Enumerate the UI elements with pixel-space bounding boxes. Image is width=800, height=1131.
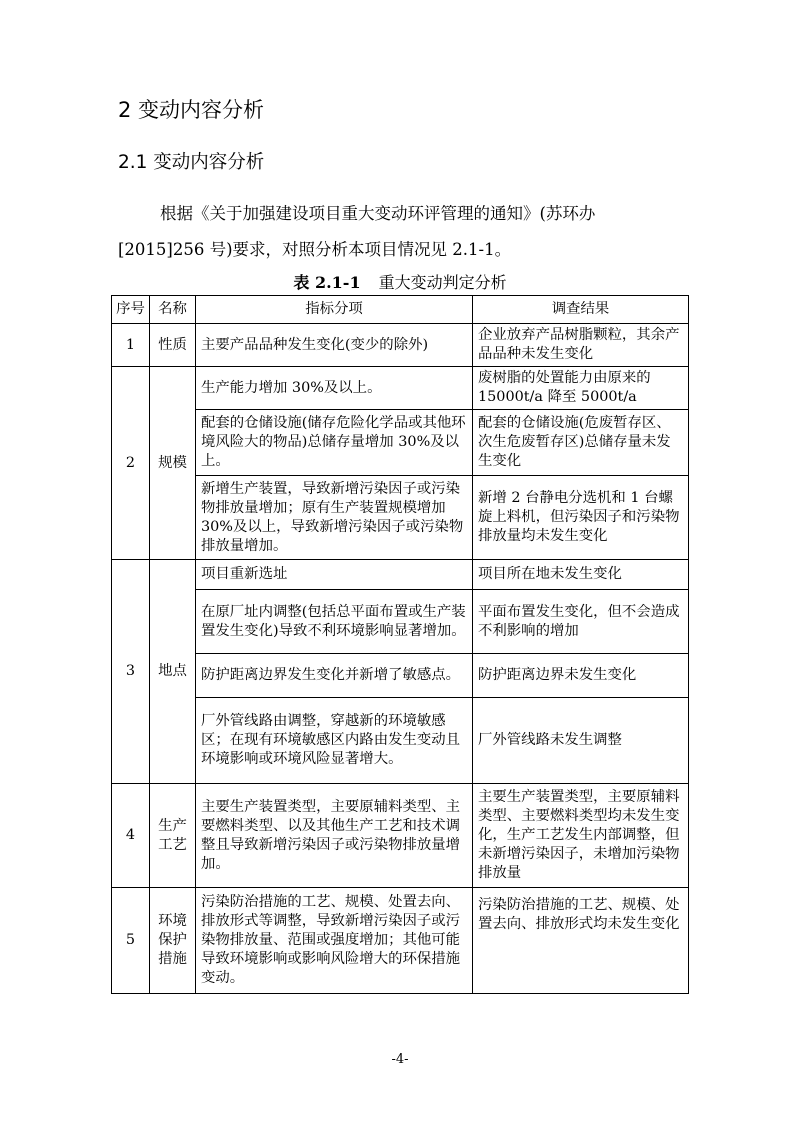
indicator-cell: 防护距离边界发生变化并新增了敏感点。 <box>196 654 473 698</box>
seq-cell: 5 <box>112 888 150 994</box>
table-row <box>112 888 689 994</box>
table-row <box>112 410 689 476</box>
result-cell: 厂外管线路未发生调整 <box>473 698 689 784</box>
section-heading: 2 变动内容分析 <box>118 98 265 122</box>
result-cell: 新增 2 台静电分选机和 1 台螺旋上料机，但污染因子和污染物排放量均未发生变化 <box>473 476 689 560</box>
result-cell: 废树脂的处置能力由原来的 15000t/a 降至 5000t/a <box>473 367 689 410</box>
name-cell: 生产工艺 <box>150 784 196 888</box>
header-seq: 序号 <box>112 296 150 324</box>
indicator-cell: 生产能力增加 30%及以上。 <box>196 367 473 410</box>
indicator-cell: 主要生产装置类型，主要原辅料类型、主要燃料类型、以及其他生产工艺和技术调整且导致新增污染因子或污染物排放量增加。 <box>196 784 473 888</box>
header-result: 调查结果 <box>473 296 689 324</box>
name-cell: 规模 <box>150 367 196 560</box>
table-row <box>112 324 689 367</box>
result-cell: 配套的仓储设施(危废暂存区、次生危废暂存区)总储存量未发生变化 <box>473 410 689 476</box>
table-row <box>112 590 689 654</box>
indicator-cell: 厂外管线路由调整，穿越新的环境敏感区；在现有环境敏感区内路由发生变动且环境影响或环境风险显著增大。 <box>196 698 473 784</box>
subsection-heading: 2.1 变动内容分析 <box>118 152 265 173</box>
seq-cell: 2 <box>112 367 150 560</box>
table-title: 重大变动判定分析 <box>378 273 507 292</box>
result-cell: 项目所在地未发生变化 <box>473 560 689 590</box>
indicator-cell: 项目重新选址 <box>196 560 473 590</box>
result-cell: 主要生产装置类型，主要原辅料类型、主要燃料类型均未发生变化，生产工艺发生内部调整，但未新增污染因子，未增加污染物排放量 <box>473 784 689 888</box>
table-row <box>112 784 689 888</box>
paragraph-line: [2015]256 号)要求，对照分析本项目情况见 2.1-1。 <box>118 240 512 259</box>
table-row <box>112 654 689 698</box>
result-cell: 平面布置发生变化，但不会造成不利影响的增加 <box>473 590 689 654</box>
page-number: -4- <box>391 1052 409 1067</box>
seq-cell: 1 <box>112 324 150 367</box>
change-analysis-table <box>111 295 689 994</box>
result-cell: 企业放弃产品树脂颗粒，其余产品品种未发生变化 <box>473 324 689 367</box>
seq-cell: 4 <box>112 784 150 888</box>
header-name: 名称 <box>150 296 196 324</box>
table-row <box>112 698 689 784</box>
result-cell: 污染防治措施的工艺、规模、处置去向、排放形式均未发生变化 <box>473 888 689 994</box>
table-row <box>112 476 689 560</box>
intro-paragraph <box>118 196 688 268</box>
paragraph-line: 根据《关于加强建设项目重大变动环评管理的通知》(苏环办 <box>160 204 596 223</box>
indicator-cell: 在原厂址内调整(包括总平面布置或生产装置发生变化)导致不利环境影响显著增加。 <box>196 590 473 654</box>
result-cell: 防护距离边界未发生变化 <box>473 654 689 698</box>
name-cell: 地点 <box>150 560 196 784</box>
table-number: 表 2.1-1 <box>293 273 361 292</box>
indicator-cell: 配套的仓储设施(储存危险化学品或其他环境风险大的物品)总储存量增加 30%及以上。 <box>196 410 473 476</box>
table-caption <box>0 270 800 293</box>
indicator-cell: 主要产品品种发生变化(变少的除外) <box>196 324 473 367</box>
indicator-cell: 污染防治措施的工艺、规模、处置去向、排放形式等调整，导致新增污染因子或污染物排放量、范围或强度增加；其他可能导致环境影响或影响风险增大的环保措施变动。 <box>196 888 473 994</box>
table-header-row <box>112 296 689 324</box>
table-row <box>112 560 689 590</box>
name-cell: 性质 <box>150 324 196 367</box>
seq-cell: 3 <box>112 560 150 784</box>
indicator-cell: 新增生产装置，导致新增污染因子或污染物排放量增加；原有生产装置规模增加 30%及以上，导致新增污染因子或污染物排放量增加。 <box>196 476 473 560</box>
header-indicator: 指标分项 <box>196 296 473 324</box>
table-row <box>112 367 689 410</box>
name-cell: 环境保护措施 <box>150 888 196 994</box>
